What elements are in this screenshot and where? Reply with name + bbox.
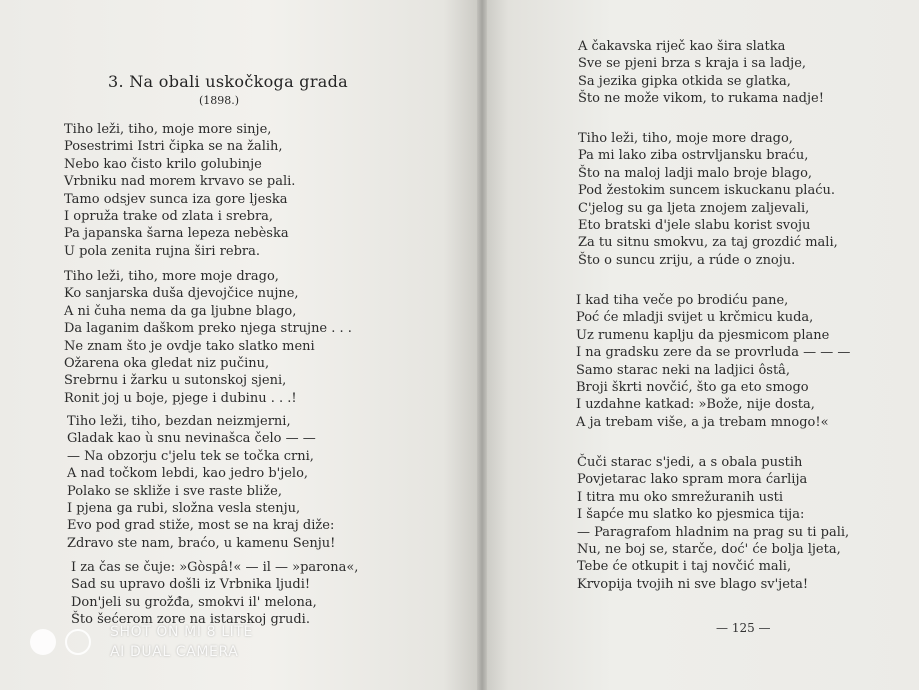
verse-line: A čakavska riječ kao šira slatka — [578, 39, 786, 54]
verse-line: I uzdahne katkad: »Bože, nije dosta, — [576, 397, 815, 413]
verse-line: Ožarena oka gledat niz pučinu, — [64, 355, 270, 371]
verse-line: Broji škrti novčić, što ga eto smogo — [576, 379, 809, 395]
verse-line: Nebo kao čisto krilo golubinje — [64, 156, 262, 172]
verse-line: Posestrimi Istri čipka se na žalih, — [64, 139, 283, 155]
verse-line: A ni čuha nema da ga ljubne blago, — [64, 303, 297, 319]
verse-line: Što šećerom zore na istarskoj grudi. — [71, 612, 310, 628]
verse-line: Tiho leži, tiho, bezdan neizmjerni, — [67, 414, 291, 429]
verse-line: A nad točkom lebdi, kao jedro b'jelo, — [67, 466, 309, 482]
camera-watermark — [30, 622, 253, 662]
verse-line: I opruža trake od zlata i srebra, — [64, 208, 274, 224]
verse-line: U pola zenita rujna širi rebra. — [64, 243, 260, 259]
verse-line: Povjetarac lako spram mora ćarlija — [577, 472, 808, 488]
page-number: — 125 — — [716, 621, 771, 635]
stanza-7 — [576, 292, 850, 431]
verse-line: Samo starac neki na ladjici ôstâ, — [576, 362, 791, 378]
verse-line: Poć će mladji svijet u krčmicu kuda, — [576, 310, 814, 326]
verse-line: Don'jeli su grožđa, smokvi il' melona, — [71, 594, 317, 610]
verse-line: Eto bratski d'jele slabu korist svoju — [578, 217, 811, 233]
verse-line: Što ne može vikom, to rukama nadje! — [578, 91, 824, 107]
verse-line: — Na obzorju c'jelu tek se točka crni, — [67, 448, 314, 464]
verse-line: Tiho leži, tiho, moje more sinje, — [64, 122, 272, 137]
stanza-8 — [577, 454, 849, 593]
verse-line: Tiho leži, tiho, more moje drago, — [64, 269, 279, 284]
verse-line: — Paragrafom hladnim na prag su ti pali, — [577, 524, 850, 540]
stanza-3 — [67, 413, 335, 552]
verse-line: Evo pod grad stiže, most se na kraj diže: — [67, 518, 335, 534]
stanza-1 — [64, 121, 295, 260]
verse-line: Pa japanska šarna lepeza nebèska — [64, 226, 289, 242]
verse-line: Zdravo ste nam, braćo, u kamenu Senju! — [67, 535, 336, 551]
verse-line: Sa jezika gipka otkida se glatka, — [578, 73, 791, 89]
verse-line: Nu, ne boj se, starče, doć' će bolja ljeta, — [577, 541, 841, 557]
verse-line: C'jelog su ga ljeta znojem zaljevali, — [578, 200, 810, 216]
verse-line: Ne znam što je ovdje tako slatko meni — [64, 338, 315, 354]
watermark-line-2: AI DUAL CAMERA — [110, 644, 239, 660]
watermark-text — [110, 622, 253, 662]
verse-line: A ja trebam više, a ja trebam mnogo!« — [576, 414, 829, 430]
verse-line: Da laganim daškom preko njega strujne . . . — [64, 321, 352, 337]
verse-line: Tamo odsjev sunca iza gore ljeska — [64, 191, 288, 207]
stanza-2 — [64, 268, 352, 407]
verse-line: I za čas se čuje: »Gòspâ!« — il — »parona«, — [71, 560, 359, 575]
verse-line: Krvopija tvojih ni sve blago sv'jeta! — [577, 576, 809, 592]
verse-line: Sad su upravo došli iz Vrbnika ljudi! — [71, 577, 311, 593]
stanza-4 — [71, 559, 358, 629]
verse-line: Pa mi lako ziba ostrvljansku braću, — [578, 148, 809, 164]
outline-circle-icon — [65, 629, 91, 655]
verse-line: Tiho leži, tiho, moje more drago, — [578, 131, 793, 146]
verse-line: Vrbniku nad morem krvavo se pali. — [64, 174, 296, 190]
watermark-line-1: SHOT ON MI 8 LITE — [110, 624, 253, 640]
verse-line: I pjena ga rubi, složna vesla stenju, — [67, 500, 301, 516]
verse-line: Tebe će otkupit i taj novčić mali, — [577, 559, 792, 575]
verse-line: I na gradsku zere da se provrluda — — — — [576, 345, 851, 361]
verse-line: Ko sanjarska duša djevojčice nujne, — [64, 286, 299, 302]
verse-line: Pod žestokim suncem iskuckanu plaću. — [578, 183, 835, 199]
camera-logo-icon — [30, 625, 98, 659]
stanza-6 — [578, 130, 838, 269]
verse-line: Srebrnu i žarku u sutonskoj sjeni, — [64, 373, 287, 389]
verse-line: I kad tiha veče po brodiću pane, — [576, 293, 789, 308]
poem-year: (1898.) — [199, 94, 240, 107]
verse-line: Čuči starac s'jedi, a s obala pustih — [577, 455, 803, 470]
verse-line: Sve se pjeni brza s kraja i sa ladje, — [578, 56, 807, 72]
verse-line: Za tu sitnu smokvu, za taj grozdić mali, — [578, 235, 838, 251]
verse-line: Što o suncu zriju, a rúde o znoju. — [578, 252, 796, 268]
verse-line: I šapće mu slatko ko pjesmica tija: — [577, 507, 805, 523]
verse-line: Polako se skliže i sve raste bliže, — [67, 483, 282, 499]
verse-line: Uz rumenu kaplju da pjesmicom plane — [576, 327, 830, 343]
verse-line: Ronit joj u boje, pjege i dubinu . . .! — [64, 390, 297, 406]
verse-line: Što na maloj ladji malo broje blago, — [578, 165, 813, 181]
verse-line: Gladak kao ù snu nevinašca čelo — — — [67, 431, 316, 447]
verse-line: I titra mu oko smrežuranih usti — [577, 489, 784, 505]
stanza-5 — [578, 38, 824, 108]
poem-title: 3. Na obali uskočkoga grada — [108, 72, 349, 91]
filled-circle-icon — [30, 629, 56, 655]
